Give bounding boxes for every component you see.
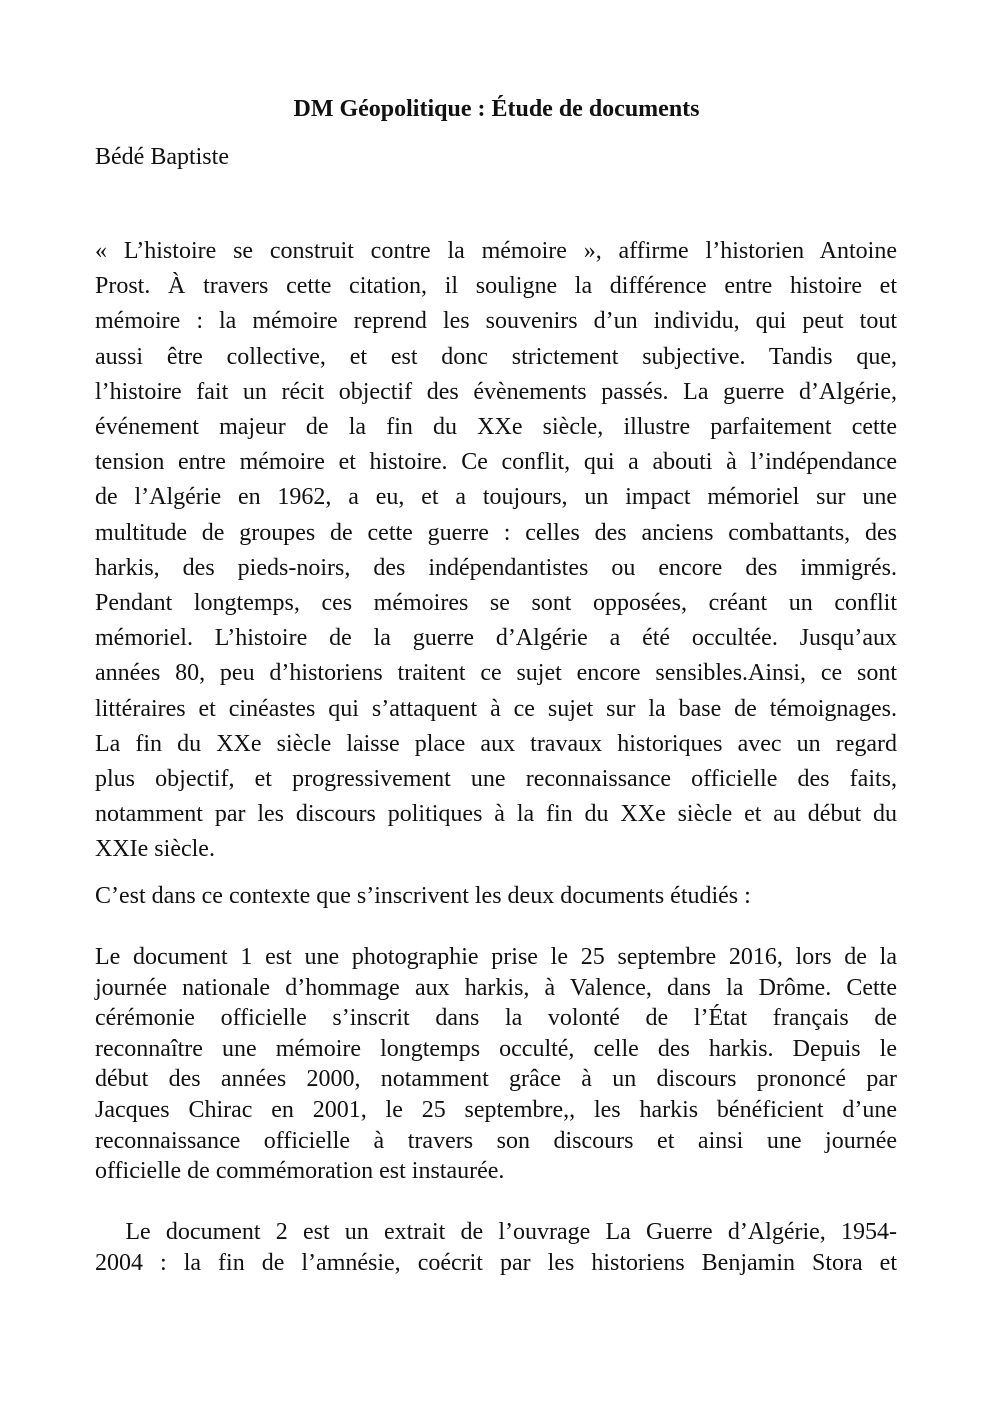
paragraph-line: Le document 2 est un extrait de l’ouvrage La Guerre d’Algérie, 1954- <box>95 1219 897 1245</box>
paragraph-line: l’histoire fait un récit objectif des évènements passés. La guerre d’Algérie, <box>95 378 897 405</box>
paragraph-line: harkis, des pieds-noirs, des indépendantistes ou encore des immigrés. <box>95 554 897 581</box>
paragraph-line: multitude de groupes de cette guerre : celles des anciens combattants, des <box>95 519 897 546</box>
paragraph-line: cérémonie officielle s’inscrit dans la volonté de l’État français de <box>95 1005 897 1032</box>
paragraph-line: de l’Algérie en 1962, a eu, et a toujours, un impact mémoriel sur une <box>95 484 897 511</box>
paragraph-line: Jacques Chirac en 2001, le 25 septembre,, les harkis bénéficient d’une <box>95 1096 897 1123</box>
paragraph-line: journée nationale d’hommage aux harkis, à Valence, dans la Drôme. Cette <box>95 974 897 1001</box>
paragraph-line: Pendant longtemps, ces mémoires se sont opposées, créant un conflit <box>95 590 897 617</box>
introduction-paragraph <box>95 234 897 868</box>
paragraph-line: officielle de commémoration est instaurée. <box>95 1158 505 1185</box>
paragraph-line: XXIe siècle. <box>95 836 215 863</box>
document-1-paragraph <box>95 942 897 1187</box>
context-paragraph <box>95 880 897 912</box>
paragraph-line: mémoire : la mémoire reprend les souvenirs d’un individu, qui peut tout <box>95 308 897 335</box>
paragraph-line: début des années 2000, notamment grâce à un discours prononcé par <box>95 1066 897 1093</box>
paragraph-line: Prost. À travers cette citation, il souligne la différence entre histoire et <box>95 273 897 300</box>
paragraph-line: C’est dans ce contexte que s’inscrivent les deux documents étudiés : <box>95 883 751 909</box>
paragraph-line: littéraires et cinéastes qui s’attaquent à ce sujet sur la base de témoignages. <box>95 695 897 722</box>
paragraph-line: Le document 1 est une photographie prise le 25 septembre 2016, lors de la <box>95 944 897 970</box>
paragraph-line: années 80, peu d’historiens traitent ce sujet encore sensibles.Ainsi, ce sont <box>95 660 897 687</box>
paragraph-line: aussi être collective, et est donc strictement subjective. Tandis que, <box>95 343 897 370</box>
author-name: Bédé Baptiste <box>95 144 229 170</box>
paragraph-line: 2004 : la fin de l’amnésie, coécrit par les historiens Benjamin Stora et <box>95 1249 897 1276</box>
paragraph-line: reconnaissance officielle à travers son discours et ainsi une journée <box>95 1127 897 1154</box>
paragraph-line: notamment par les discours politiques à la fin du XXe siècle et au début du <box>95 801 897 828</box>
document-2-paragraph <box>95 1217 897 1278</box>
paragraph-line: « L’histoire se construit contre la mémoire », affirme l’historien Antoine <box>95 238 897 264</box>
paragraph-line: mémoriel. L’histoire de la guerre d’Algérie a été occultée. Jusqu’aux <box>95 625 897 652</box>
paragraph-line: plus objectif, et progressivement une reconnaissance officielle des faits, <box>95 766 897 793</box>
document-title: DM Géopolitique : Étude de documents <box>293 96 700 122</box>
paragraph-line: tension entre mémoire et histoire. Ce conflit, qui a abouti à l’indépendance <box>95 449 897 476</box>
paragraph-line: événement majeur de la fin du XXe siècle, illustre parfaitement cette <box>95 414 897 441</box>
paragraph-line: La fin du XXe siècle laisse place aux travaux historiques avec un regard <box>95 730 897 757</box>
paragraph-line: reconnaître une mémoire longtemps occulté, celle des harkis. Depuis le <box>95 1035 897 1062</box>
